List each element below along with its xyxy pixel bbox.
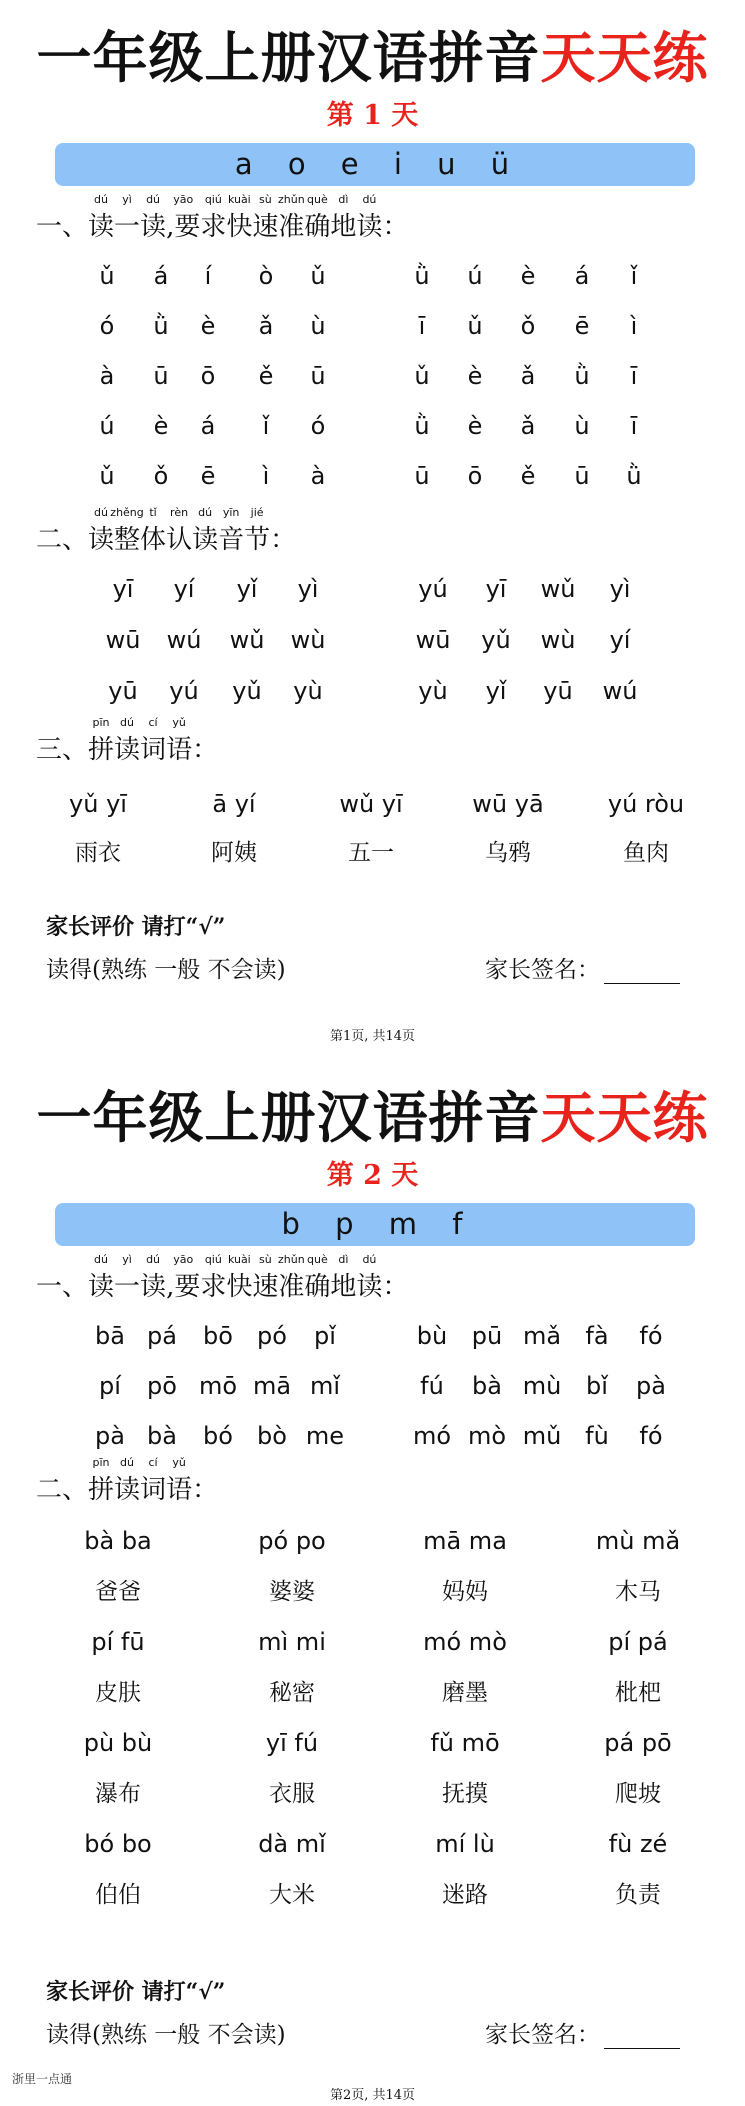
word-pinyin: pí fū xyxy=(91,1628,145,1656)
word-hanzi: 秘密 xyxy=(269,1680,315,1706)
pinyin-cell: ǔ xyxy=(414,362,430,390)
heading-char xyxy=(166,716,193,765)
pinyin-cell: ò xyxy=(258,262,274,290)
heading-pinyin: dì xyxy=(338,193,349,206)
pinyin-cell: yù xyxy=(293,677,323,705)
pinyin-cell: mù xyxy=(522,1372,562,1400)
heading-pinyin: cí xyxy=(148,716,158,729)
pinyin-cell: bā xyxy=(95,1322,125,1350)
pinyin-cell: ī xyxy=(418,312,426,340)
word-pinyin: dà mǐ xyxy=(258,1830,326,1858)
pinyin-cell: yū xyxy=(108,677,138,705)
word-hanzi: 婆婆 xyxy=(269,1579,315,1605)
pinyin-cell: bò xyxy=(257,1422,287,1450)
pinyin-cell: ǎ xyxy=(520,362,536,390)
heading-pinyin: kuài xyxy=(227,1253,251,1266)
heading-hanzi: 读 xyxy=(140,1272,167,1302)
pinyin-cell: ě xyxy=(258,362,274,390)
pinyin-cell: ǎ xyxy=(520,412,536,440)
heading-pinyin: dú xyxy=(198,506,213,519)
heading-char xyxy=(304,1253,331,1302)
heading-colon: ： xyxy=(382,212,409,242)
word-pinyin: yǔ yī xyxy=(69,790,127,818)
pinyin-cell: ó xyxy=(310,412,326,440)
pinyin-cell: yǔ xyxy=(481,626,511,654)
pinyin-cell: à xyxy=(310,462,326,490)
pinyin-cell: ì xyxy=(630,312,638,340)
heading-pinyin: tǐ xyxy=(149,506,157,519)
heading-hanzi: 速 xyxy=(252,1272,279,1302)
word-pinyin: wǔ yī xyxy=(339,790,403,818)
pinyin-cell: wú xyxy=(166,626,202,654)
heading-char xyxy=(140,506,167,555)
word-hanzi: 大米 xyxy=(269,1882,315,1908)
pinyin-cell: fà xyxy=(585,1322,609,1350)
heading-hanzi: 读 xyxy=(114,735,141,765)
word-hanzi: 枇杷 xyxy=(615,1680,661,1706)
word-hanzi: 爬坡 xyxy=(615,1781,661,1807)
title-accent: 天天练 xyxy=(540,25,709,90)
heading-pinyin: sù xyxy=(259,193,272,206)
pinyin-cell: á xyxy=(153,262,169,290)
heading-colon: ： xyxy=(270,525,297,555)
heading-hanzi: 认 xyxy=(166,525,193,555)
page-footer: 第1页, 共14页 xyxy=(329,1029,416,1044)
pinyin-cell: ē xyxy=(200,462,216,490)
word-hanzi: 阿姨 xyxy=(211,840,257,866)
heading-hanzi: 读 xyxy=(140,212,167,242)
title-main: 一年级上册汉语拼音 xyxy=(36,25,541,90)
heading-hanzi: 语 xyxy=(166,1475,193,1505)
pinyin-cell: ū xyxy=(574,462,590,490)
letters-banner: b p m f xyxy=(55,1203,695,1246)
heading-pinyin: yāo xyxy=(173,193,194,206)
heading-char xyxy=(330,193,357,242)
pinyin-cell: wǔ xyxy=(540,575,576,603)
pinyin-cell: bō xyxy=(203,1322,233,1350)
heading-char xyxy=(252,1253,279,1302)
heading-char xyxy=(166,193,201,242)
pinyin-cell: yū xyxy=(543,677,573,705)
word-hanzi: 爸爸 xyxy=(95,1579,141,1605)
heading-char xyxy=(140,716,167,765)
heading-pinyin: yāo xyxy=(173,1253,194,1266)
pinyin-cell: yǐ xyxy=(236,575,258,603)
pinyin-cell: ǜ xyxy=(414,412,430,440)
pinyin-cell: pà xyxy=(95,1422,125,1450)
pinyin-cell: ě xyxy=(520,462,536,490)
heading-char xyxy=(192,506,219,555)
pinyin-cell: wú xyxy=(602,677,638,705)
heading-hanzi: 求 xyxy=(200,1272,227,1302)
word-hanzi: 皮肤 xyxy=(95,1680,141,1706)
pinyin-cell: è xyxy=(467,362,483,390)
pinyin-cell: ǜ xyxy=(153,312,169,340)
pinyin-cell: ǜ xyxy=(626,462,642,490)
pinyin-cell: è xyxy=(467,412,483,440)
word-hanzi: 衣服 xyxy=(269,1781,315,1807)
pinyin-cell: yǔ xyxy=(232,677,262,705)
heading-hanzi: 拼 xyxy=(88,1475,115,1505)
heading-hanzi: ,要 xyxy=(166,212,201,242)
heading-hanzi: 读 xyxy=(88,212,115,242)
heading-hanzi: 拼 xyxy=(88,735,115,765)
heading-pinyin: zhěng xyxy=(110,506,144,519)
heading-pinyin: qiú xyxy=(204,193,222,206)
heading-colon: ： xyxy=(382,1272,409,1302)
heading-pinyin: yīn xyxy=(222,506,240,519)
heading-char xyxy=(140,1253,167,1302)
pinyin-cell: ī xyxy=(630,362,638,390)
watermark: 浙里一点通 xyxy=(12,2072,73,2086)
reading-options: 读得(熟练 一般 不会读) xyxy=(46,957,286,983)
heading-hanzi: 速 xyxy=(252,212,279,242)
heading-pinyin: yǔ xyxy=(172,716,186,729)
heading-char xyxy=(140,1456,167,1505)
heading-char xyxy=(114,193,141,242)
word-hanzi: 五一 xyxy=(348,840,394,866)
pinyin-cell: ǎ xyxy=(258,312,274,340)
heading-hanzi: 确 xyxy=(304,212,331,242)
pinyin-cell: wū xyxy=(105,626,141,654)
heading-pinyin: dì xyxy=(338,1253,349,1266)
pinyin-cell: pó xyxy=(257,1322,287,1350)
pinyin-cell: wù xyxy=(540,626,576,654)
heading-pinyin: yì xyxy=(122,1253,132,1266)
heading-char xyxy=(252,193,279,242)
heading-hanzi: 读 xyxy=(88,525,115,555)
section-1-heading xyxy=(36,1253,409,1302)
word-hanzi: 瀑布 xyxy=(95,1781,141,1807)
heading-pinyin: dú xyxy=(146,1253,161,1266)
heading-pinyin: què xyxy=(307,1253,328,1266)
section-number: 一、 xyxy=(36,212,89,242)
word-pinyin: pù bù xyxy=(83,1729,153,1757)
heading-char xyxy=(166,506,193,555)
heading-pinyin: dú xyxy=(362,1253,377,1266)
day-label: 第 1 天 xyxy=(326,100,419,131)
word-pinyin: fǔ mō xyxy=(430,1729,500,1757)
pinyin-cell: bà xyxy=(147,1422,177,1450)
pinyin-cell: í xyxy=(204,262,212,290)
word-hanzi: 木马 xyxy=(615,1579,661,1605)
heading-hanzi: 一 xyxy=(114,1272,141,1302)
heading-pinyin: pīn xyxy=(92,1456,110,1469)
signature-line xyxy=(604,963,680,984)
pinyin-cell: è xyxy=(520,262,536,290)
pinyin-cell: wù xyxy=(290,626,326,654)
word-pinyin: mí lù xyxy=(435,1830,495,1858)
pinyin-cell: yī xyxy=(112,575,134,603)
heading-hanzi: 地 xyxy=(330,1272,357,1302)
heading-pinyin: pīn xyxy=(92,716,110,729)
heading-char xyxy=(226,1253,253,1302)
heading-hanzi: 求 xyxy=(200,212,227,242)
word-pinyin: fù zé xyxy=(608,1830,668,1858)
day-label: 第 2 天 xyxy=(326,1160,419,1191)
word-pinyin: pí pá xyxy=(608,1628,668,1656)
pinyin-cell: ù xyxy=(310,312,326,340)
heading-pinyin: dú xyxy=(120,1456,135,1469)
heading-hanzi: 节 xyxy=(244,525,271,555)
heading-pinyin: yǔ xyxy=(172,1456,186,1469)
heading-pinyin: sù xyxy=(259,1253,272,1266)
pinyin-cell: mǎ xyxy=(522,1322,562,1350)
pinyin-cell: fó xyxy=(639,1322,663,1350)
pinyin-cell: pō xyxy=(147,1372,177,1400)
pinyin-cell: mā xyxy=(252,1372,292,1400)
pinyin-cell: ē xyxy=(574,312,590,340)
pinyin-cell: ū xyxy=(153,362,169,390)
heading-hanzi: 整 xyxy=(114,525,141,555)
heading-pinyin: zhǔn xyxy=(278,1253,305,1266)
heading-pinyin: dú xyxy=(94,193,108,206)
word-pinyin: yī fú xyxy=(265,1729,319,1757)
pinyin-cell: à xyxy=(99,362,115,390)
heading-hanzi: 准 xyxy=(278,212,305,242)
section-2-heading xyxy=(36,1456,219,1505)
heading-hanzi: 快 xyxy=(226,1272,253,1302)
heading-char xyxy=(110,506,144,555)
heading-char xyxy=(244,506,271,555)
word-hanzi: 抚摸 xyxy=(442,1781,488,1807)
heading-colon: ： xyxy=(192,735,219,765)
pinyin-cell: ó xyxy=(99,312,115,340)
signature-label: 家长签名： xyxy=(485,2022,600,2048)
signature-line xyxy=(604,2028,680,2049)
worksheet-page-2 xyxy=(0,1060,745,2106)
word-hanzi: 雨衣 xyxy=(75,840,121,866)
section-2-heading xyxy=(36,506,297,555)
heading-char xyxy=(166,1456,193,1505)
heading-char xyxy=(356,1253,383,1302)
word-hanzi: 迷路 xyxy=(442,1882,488,1908)
pinyin-cell: yì xyxy=(297,575,319,603)
heading-pinyin: dú xyxy=(120,716,135,729)
heading-char xyxy=(88,1456,115,1505)
pinyin-cell: wū xyxy=(415,626,451,654)
word-pinyin: bà ba xyxy=(84,1527,152,1555)
title-main: 一年级上册汉语拼音 xyxy=(36,1085,541,1150)
word-pinyin: wū yā xyxy=(472,790,544,818)
section-number: 一、 xyxy=(36,1272,89,1302)
word-hanzi: 妈妈 xyxy=(442,1579,488,1605)
pinyin-cell: fú xyxy=(420,1372,444,1400)
pinyin-cell: ú xyxy=(467,262,483,290)
pinyin-cell: ǔ xyxy=(467,312,483,340)
page-title xyxy=(0,1080,745,1156)
word-pinyin: ā yí xyxy=(212,790,256,818)
heading-hanzi: 一 xyxy=(114,212,141,242)
parent-eval-label: 家长评价 请打“√” xyxy=(46,914,226,940)
word-pinyin: mù mǎ xyxy=(595,1527,681,1555)
signature-label: 家长签名： xyxy=(485,957,600,983)
pinyin-cell: ù xyxy=(574,412,590,440)
pinyin-cell: yú xyxy=(169,677,199,705)
parent-signature xyxy=(485,2016,680,2049)
title-accent: 天天练 xyxy=(540,1085,709,1150)
heading-pinyin: dú xyxy=(94,1253,108,1266)
word-pinyin: bó bo xyxy=(84,1830,152,1858)
heading-hanzi: 语 xyxy=(166,735,193,765)
word-hanzi: 乌鸦 xyxy=(485,840,531,866)
heading-hanzi: 读 xyxy=(356,1272,383,1302)
pinyin-cell: mō xyxy=(198,1372,238,1400)
heading-pinyin: què xyxy=(307,193,328,206)
heading-char xyxy=(226,193,253,242)
pinyin-cell: bǐ xyxy=(586,1372,608,1400)
heading-char xyxy=(140,193,167,242)
pinyin-cell: pí xyxy=(99,1372,121,1400)
heading-char xyxy=(88,716,115,765)
pinyin-cell: pǐ xyxy=(314,1322,336,1350)
heading-pinyin: dú xyxy=(146,193,161,206)
pinyin-cell: mǔ xyxy=(522,1422,562,1450)
heading-hanzi: 确 xyxy=(304,1272,331,1302)
pinyin-cell: yì xyxy=(609,575,631,603)
word-pinyin: mó mò xyxy=(423,1628,507,1656)
heading-pinyin: zhǔn xyxy=(278,193,305,206)
heading-hanzi: 体 xyxy=(140,525,167,555)
heading-char xyxy=(278,193,305,242)
heading-char xyxy=(278,1253,305,1302)
pinyin-cell: è xyxy=(153,412,169,440)
heading-char xyxy=(330,1253,357,1302)
word-pinyin: pó po xyxy=(258,1527,326,1555)
heading-pinyin: yì xyxy=(122,193,132,206)
pinyin-cell: pá xyxy=(147,1322,177,1350)
pinyin-cell: bù xyxy=(416,1322,448,1350)
pinyin-cell: ū xyxy=(414,462,430,490)
heading-hanzi: 音 xyxy=(218,525,245,555)
pinyin-cell: ǔ xyxy=(99,262,115,290)
section-1-heading xyxy=(36,193,409,242)
pinyin-cell: yú xyxy=(418,575,448,603)
heading-pinyin: dú xyxy=(94,506,108,519)
word-hanzi: 鱼肉 xyxy=(623,840,669,866)
letters-banner: a o e i u ü xyxy=(55,143,695,186)
pinyin-cell: me xyxy=(305,1422,345,1450)
heading-hanzi: 地 xyxy=(330,212,357,242)
word-hanzi: 伯伯 xyxy=(95,1882,141,1908)
pinyin-cell: ú xyxy=(99,412,115,440)
heading-char xyxy=(114,1456,141,1505)
pinyin-cell: ǔ xyxy=(310,262,326,290)
heading-char xyxy=(200,193,227,242)
reading-options: 读得(熟练 一般 不会读) xyxy=(46,2022,286,2048)
pinyin-cell: ì xyxy=(262,462,270,490)
pinyin-cell: yí xyxy=(609,626,631,654)
heading-pinyin: cí xyxy=(148,1456,158,1469)
word-hanzi: 磨墨 xyxy=(442,1680,488,1706)
heading-hanzi: 读 xyxy=(114,1475,141,1505)
word-hanzi: 负责 xyxy=(615,1882,661,1908)
heading-char xyxy=(356,193,383,242)
heading-char xyxy=(166,1253,201,1302)
pinyin-cell: ǐ xyxy=(262,412,270,440)
section-number: 二、 xyxy=(36,525,89,555)
heading-hanzi: 读 xyxy=(356,212,383,242)
pinyin-cell: ǒ xyxy=(153,462,169,490)
pinyin-cell: ī xyxy=(630,412,638,440)
heading-hanzi: 词 xyxy=(140,1475,167,1505)
section-number: 二、 xyxy=(36,1475,89,1505)
pinyin-cell: fù xyxy=(585,1422,609,1450)
heading-pinyin: jié xyxy=(250,506,264,519)
pinyin-cell: yù xyxy=(418,677,448,705)
pinyin-cell: ǒ xyxy=(520,312,536,340)
heading-char xyxy=(200,1253,227,1302)
heading-hanzi: 读 xyxy=(88,1272,115,1302)
heading-char xyxy=(304,193,331,242)
heading-char xyxy=(88,506,115,555)
pinyin-cell: á xyxy=(574,262,590,290)
pinyin-cell: fó xyxy=(639,1422,663,1450)
heading-char xyxy=(88,193,115,242)
heading-colon: ： xyxy=(192,1475,219,1505)
pinyin-cell: è xyxy=(200,312,216,340)
pinyin-cell: mó xyxy=(412,1422,452,1450)
heading-char xyxy=(114,716,141,765)
pinyin-cell: ǜ xyxy=(414,262,430,290)
word-pinyin: yú ròu xyxy=(607,790,685,818)
pinyin-cell: mò xyxy=(467,1422,507,1450)
heading-hanzi: 读 xyxy=(192,525,219,555)
parent-signature xyxy=(485,951,680,984)
word-pinyin: mā ma xyxy=(423,1527,507,1555)
pinyin-cell: yǐ xyxy=(485,677,507,705)
pinyin-cell: mǐ xyxy=(309,1372,341,1400)
pinyin-cell: ǔ xyxy=(99,462,115,490)
heading-pinyin: rèn xyxy=(170,506,189,519)
parent-eval-label: 家长评价 请打“√” xyxy=(46,1979,226,2005)
pinyin-cell: yí xyxy=(173,575,195,603)
heading-char xyxy=(218,506,245,555)
heading-char xyxy=(114,1253,141,1302)
heading-hanzi: 准 xyxy=(278,1272,305,1302)
heading-hanzi: 词 xyxy=(140,735,167,765)
pinyin-cell: yī xyxy=(485,575,507,603)
heading-hanzi: ,要 xyxy=(166,1272,201,1302)
pinyin-cell: ǐ xyxy=(630,262,638,290)
pinyin-cell: á xyxy=(200,412,216,440)
pinyin-cell: pū xyxy=(471,1322,503,1350)
pinyin-cell: ū xyxy=(310,362,326,390)
pinyin-cell: bó xyxy=(203,1422,233,1450)
pinyin-cell: ō xyxy=(200,362,216,390)
heading-char xyxy=(88,1253,115,1302)
section-number: 三、 xyxy=(36,735,89,765)
page-title xyxy=(0,20,745,96)
word-pinyin: mì mi xyxy=(258,1628,326,1656)
pinyin-cell: pà xyxy=(636,1372,666,1400)
heading-pinyin: dú xyxy=(362,193,377,206)
pinyin-cell: wǔ xyxy=(229,626,265,654)
heading-pinyin: qiú xyxy=(204,1253,222,1266)
word-pinyin: pá pō xyxy=(604,1729,672,1757)
heading-pinyin: kuài xyxy=(227,193,251,206)
section-3-heading xyxy=(36,716,219,765)
page-footer: 第2页, 共14页 xyxy=(329,2088,416,2103)
pinyin-cell: ǜ xyxy=(574,362,590,390)
heading-hanzi: 快 xyxy=(226,212,253,242)
pinyin-cell: bà xyxy=(472,1372,502,1400)
pinyin-cell: ō xyxy=(467,462,483,490)
